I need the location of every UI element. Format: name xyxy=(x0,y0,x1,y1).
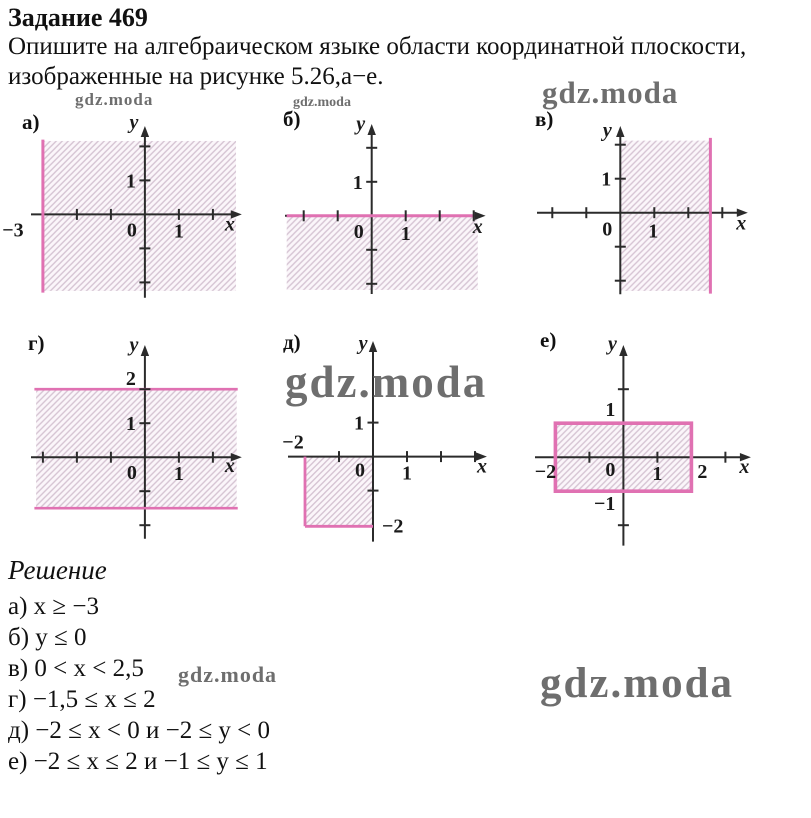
y-tick-label: 1 xyxy=(354,412,364,435)
figure-tag-a: а) xyxy=(22,110,40,134)
y-tick-label: 1 xyxy=(125,412,136,435)
figure-e xyxy=(515,331,771,562)
y-tick-label: 1 xyxy=(352,171,363,194)
solution-line-a: а) x ≥ −3 xyxy=(8,593,99,620)
coordinate-plane-v xyxy=(517,112,768,311)
x-tick-label: 1 xyxy=(402,462,412,485)
x-tick-label: 1 xyxy=(651,462,662,485)
y-tick-label: −2 xyxy=(382,515,404,538)
y-axis-arrow xyxy=(368,124,376,135)
x-axis-label: x xyxy=(738,455,749,478)
y-tick-label: 1 xyxy=(604,398,615,421)
solution-heading: Решение xyxy=(8,555,107,585)
solution-line-v: в) 0 < x < 2,5 xyxy=(8,655,144,682)
watermark: gdz.moda xyxy=(285,357,488,407)
solution-line-g: г) −1,5 ≤ x ≤ 2 xyxy=(8,686,156,713)
y-axis-arrow xyxy=(141,345,149,356)
watermark: gdz.moda xyxy=(540,660,734,707)
y-tick-label: −1 xyxy=(593,492,615,515)
x-tick-label: 1 xyxy=(400,222,411,245)
coordinate-plane-a xyxy=(2,110,262,314)
task-line: изображенные на рисунке 5.26,а−е. xyxy=(8,63,384,90)
watermark: gdz.moda xyxy=(75,90,154,109)
figure-tag-b: б) xyxy=(283,107,301,131)
x-tick-label: −2 xyxy=(282,431,304,454)
x-tick-label: 2 xyxy=(696,460,707,483)
y-axis-label: y xyxy=(129,110,139,133)
watermark: gdz.moda xyxy=(293,95,351,110)
x-axis-label: x xyxy=(477,455,487,478)
origin-label: 0 xyxy=(353,220,364,243)
shaded-region xyxy=(620,141,710,291)
y-axis-label: y xyxy=(358,332,368,355)
x-tick-label: 1 xyxy=(647,220,658,243)
coordinate-plane-b xyxy=(265,110,506,310)
coordinate-plane-g xyxy=(11,331,262,555)
x-axis-label: x xyxy=(224,212,235,235)
coordinate-plane-e xyxy=(515,331,771,562)
solution-line-e: е) −2 ≤ x ≤ 2 и −1 ≤ y ≤ 1 xyxy=(8,748,268,775)
figure-g xyxy=(11,331,262,555)
y-axis-label: y xyxy=(602,119,612,142)
task-line: Опишите на алгебраическом языке области координатной плоскости, xyxy=(8,33,747,60)
origin-label: 0 xyxy=(355,459,365,482)
solution-line-d: д) −2 ≤ x < 0 и −2 ≤ y < 0 xyxy=(8,717,271,744)
watermark: gdz.moda xyxy=(542,75,679,110)
figure-tag-g: г) xyxy=(28,331,45,355)
figure-b xyxy=(265,110,506,310)
y-axis-arrow xyxy=(369,341,377,352)
x-tick-label: −2 xyxy=(534,460,556,483)
y-tick-label: 1 xyxy=(600,168,611,191)
x-axis-label: x xyxy=(224,454,235,477)
y-axis-arrow xyxy=(619,345,627,356)
x-tick-label: 1 xyxy=(173,462,184,485)
origin-label: 0 xyxy=(126,218,137,241)
y-axis-arrow xyxy=(616,126,624,137)
origin-label: 0 xyxy=(126,461,137,484)
y-tick-label: 2 xyxy=(125,367,136,390)
figure-tag-d: д) xyxy=(283,330,301,354)
shaded-region xyxy=(36,389,237,508)
shaded-region xyxy=(287,216,478,290)
watermark: gdz.moda xyxy=(178,662,278,687)
y-axis-arrow xyxy=(141,126,149,137)
task-title: Задание 469 xyxy=(8,3,148,32)
figure-a xyxy=(2,110,262,314)
figure-v xyxy=(517,112,768,311)
y-tick-label: 1 xyxy=(125,169,136,192)
x-tick-label: −3 xyxy=(2,218,24,241)
x-axis-label: x xyxy=(735,212,746,235)
origin-label: 0 xyxy=(601,218,612,241)
y-axis-label: y xyxy=(129,333,139,356)
task-text xyxy=(8,32,808,92)
y-axis-label: y xyxy=(607,332,617,355)
x-axis-label: x xyxy=(472,215,483,238)
x-tick-label: 1 xyxy=(173,219,184,242)
figure-tag-v: в) xyxy=(535,107,554,131)
y-axis-label: y xyxy=(356,112,366,135)
origin-label: 0 xyxy=(604,458,615,481)
solution-line-b: б) y ≤ 0 xyxy=(8,624,87,651)
figure-tag-e: е) xyxy=(540,328,557,352)
shaded-region xyxy=(43,141,236,291)
